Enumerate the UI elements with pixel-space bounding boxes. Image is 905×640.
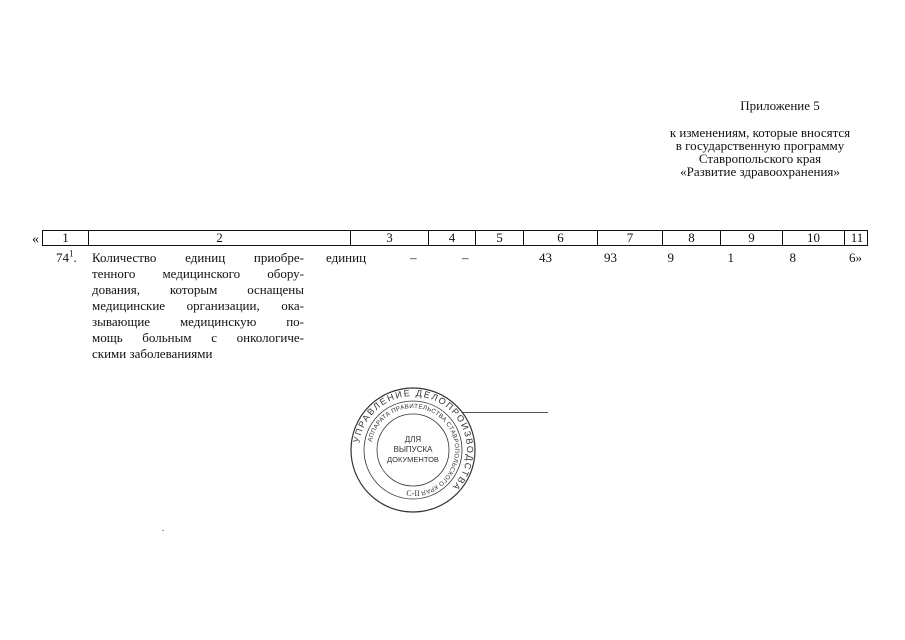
row-description	[92, 250, 304, 362]
row-number	[56, 250, 77, 265]
row-col-6: 43	[539, 250, 552, 265]
appendix-line: к изменениям, которые вносятся	[669, 125, 851, 140]
row-col-11: 6»	[849, 250, 862, 265]
stamp-code: С-II	[406, 489, 420, 498]
header-cell-6: 6	[524, 231, 598, 245]
header-cell-2: 2	[89, 231, 351, 245]
stamp-center-line-2: ВЫПУСКА	[393, 445, 433, 454]
header-cell-10: 10	[783, 231, 845, 245]
scan-dot	[162, 530, 164, 531]
description-line: Количество единиц приобре-	[92, 250, 304, 265]
row-col-10: 8	[789, 250, 796, 265]
row-unit: единиц	[326, 250, 367, 265]
appendix-line: «Развитие здравоохранения»	[680, 164, 840, 179]
header-cell-7: 7	[598, 231, 663, 245]
official-stamp	[349, 386, 477, 514]
header-cell-4: 4	[429, 231, 476, 245]
row-col-4: –	[410, 250, 417, 265]
stamp-center-line-3: ДОКУМЕНТОВ	[387, 455, 439, 464]
header-cell-1: 1	[43, 231, 89, 245]
row-col-9: 1	[727, 250, 734, 265]
description-line: тенного медицинского обору-	[92, 266, 304, 281]
row-number-suffix: .	[73, 250, 77, 265]
header-cell-3: 3	[351, 231, 429, 245]
description-line: скими заболеваниями	[92, 346, 213, 361]
appendix-title: Приложение 5	[740, 98, 820, 113]
description-line: медицинские организации, ока-	[92, 298, 304, 313]
header-cell-5: 5	[476, 231, 524, 245]
description-line: зывающие медицинскую по-	[92, 314, 304, 329]
stamp-seal-icon	[349, 386, 477, 514]
stamp-outer-text: УПРАВЛЕНИЕ ДЕЛОПРОИЗВОДСТВА	[351, 387, 476, 494]
description-line: мощь больным с онкологиче-	[92, 330, 304, 345]
header-cell-11: 11	[850, 230, 864, 245]
stamp-center-line-1: ДЛЯ	[404, 435, 422, 444]
stamp-inner-text: АППАРАТА ПРАВИТЕЛЬСТВА СТАВРОПОЛЬСКОГО КРАЯ	[366, 402, 461, 497]
header-cell-9: 9	[721, 231, 783, 245]
header-cell-8: 8	[663, 231, 721, 245]
description-line: дования, которым оснащены	[92, 282, 304, 297]
appendix-subtitle	[640, 126, 880, 178]
table-header-row	[42, 230, 868, 246]
row-col-5: –	[462, 250, 469, 265]
row-number-value: 74	[56, 250, 69, 265]
row-col-8: 9	[667, 250, 674, 265]
appendix-line: Ставропольского края	[698, 151, 822, 166]
row-number-sup: 1	[69, 248, 74, 259]
open-quote: «	[32, 232, 39, 247]
row-col-7: 93	[604, 250, 617, 265]
appendix-line: в государственную программу	[675, 138, 845, 153]
